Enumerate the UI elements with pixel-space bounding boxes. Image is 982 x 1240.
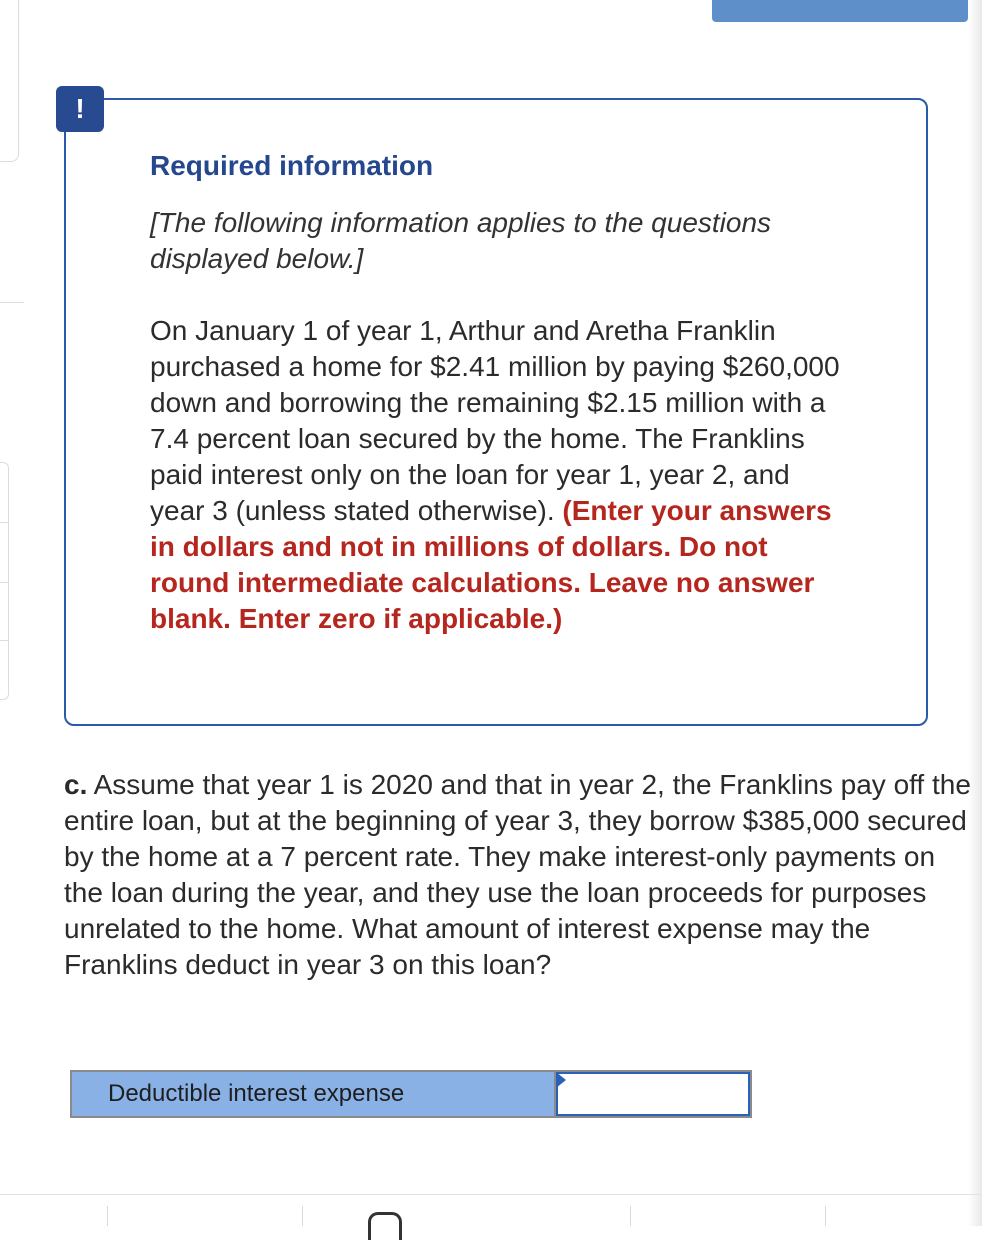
answer-cell[interactable]	[556, 1072, 750, 1116]
question-text: Assume that year 1 is 2020 and that in year 2, the Franklins pay off the entire loan, but at the beginning of year 3, they borrow $385,000 secured by the home at a 7 percent rate. They make interest-only payments on the loan during the year, and they use the loan proceeds for purposes unrelated to the home. What amount of interest expense may the Franklins deduct in year 3 on this loan?	[64, 769, 971, 980]
alert-icon: !	[56, 86, 104, 132]
side-divider	[0, 640, 8, 641]
answer-row-label: Deductible interest expense	[72, 1072, 556, 1116]
side-panel-edge-middle	[0, 462, 9, 700]
bottom-divider	[630, 1206, 631, 1226]
check-my-work-button[interactable]	[712, 0, 968, 22]
side-divider	[0, 582, 8, 583]
info-applies-note: [The following information applies to the questions displayed below.]	[150, 207, 772, 274]
required-information-title: Required information	[150, 150, 434, 181]
info-instruction: (Enter your answers in dollars and not in millions of dollars. Do not round intermediate calculations. Leave no answer blank. Enter zero if applicable.)	[150, 495, 832, 634]
side-divider	[0, 302, 24, 303]
cell-marker-icon	[556, 1072, 566, 1088]
deductible-interest-input[interactable]	[558, 1074, 748, 1114]
bottom-divider	[107, 1206, 108, 1226]
question-label: c.	[64, 769, 88, 800]
bottom-navigation-bar	[0, 1194, 982, 1235]
bottom-divider	[302, 1206, 303, 1226]
bottom-divider	[825, 1206, 826, 1226]
side-panel-edge-top	[0, 0, 19, 162]
side-divider	[0, 522, 8, 523]
info-body	[150, 313, 850, 637]
info-body-text: On January 1 of year 1, Arthur and Aretha Franklin purchased a home for $2.41 million by paying $260,000 down and borrowing the remaining $2.15 million with a 7.4 percent loan secured by the home. The Franklins paid interest only on the loan for year 1, year 2, and year 3 (unless stated otherwise).	[150, 315, 840, 526]
page-edge-shadow	[968, 0, 982, 1226]
question-c	[64, 767, 972, 983]
answer-table-row	[70, 1070, 752, 1118]
grid-icon[interactable]	[368, 1212, 402, 1240]
